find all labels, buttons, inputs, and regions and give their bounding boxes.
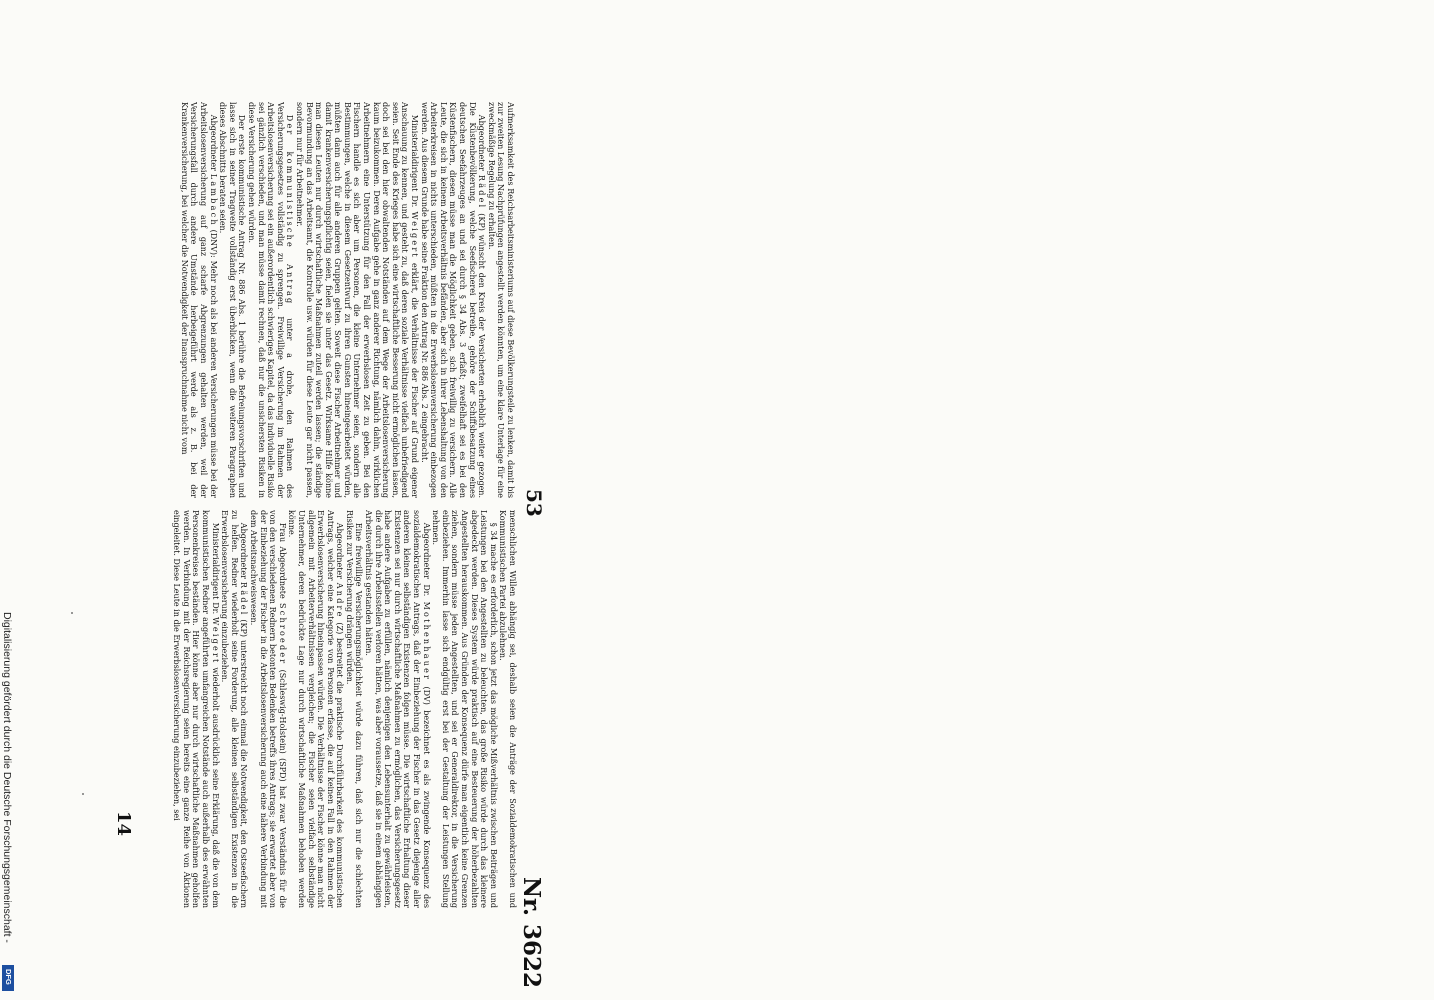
speaker-name: Weigert bbox=[210, 617, 220, 665]
paragraph: Aufmerksamkeit des Reichsarbeitsministeriums auf diese Bevölkerungsteile zu lenken, damit bis zur zweiten Lesung Nachprüfungen angestellt werden könnten, um eine klare Unterlage für eine zweckmäßige Regelung zu erhalten. bbox=[486, 102, 515, 498]
speaker-name: Der kommunistische Antrag bbox=[285, 114, 295, 306]
paragraph bbox=[248, 510, 286, 908]
left-page-paragraphs bbox=[172, 510, 517, 908]
paragraph-prefix: Abgeordneter Dr. bbox=[421, 522, 431, 602]
paragraph-body: wiederholt ausdrücklich seine Erklärung, daß die von dem kommunistischen Redner angeführten umfangreichen Notstände auch außerhalb des erwähnten Personenkreises beständen. Hier könne aber nur durch wirtschaftliche Maßnahmen geholfen werden. In Verbindung mit der Reichsregierung seien bereits eine ganze Reihe von Aktionen eingeleitet. Diese Leute in die Erwerbslosenversicherung einzubeziehen, sei bbox=[172, 510, 220, 908]
paragraph-prefix: Abgeordneter bbox=[239, 522, 249, 582]
paragraph bbox=[246, 102, 294, 498]
paragraph bbox=[287, 510, 345, 908]
speaker-name: Lambach bbox=[208, 173, 218, 227]
paragraph: menschlichen Willen abhängig sei, deshalb seien die Anträge der Sozialdemokratischen und Kommunistischen Partei abzulehnen. bbox=[498, 510, 517, 908]
left-page-column bbox=[167, 510, 517, 908]
paragraph bbox=[419, 102, 486, 498]
paragraph-body: (KP) wünscht den Kreis der Versicherten erheblich weiter gezogen. Die Küstenbevölkerung, welche Seefischerei betreibe, gehöre der Schiffsbesatzung eines deutschen Seefahrzeuges an und sei durch § 34 Abs. 3 erfaßt; zweifelhaft sei es bei den Küstenfischern, diesen müsse man die Möglichkeit geben, sich freiwillig zu versichern. Alle Leute, die sich in keinem Arbeitsverhältnis befänden, aber sich in ihrer Lebenshaltung von den Arbeiterkreisen in nichts unterschieden, müßten in die Erwerbslosenversicherung einbezogen werden. Aus diesem Grunde habe seine Fraktion den Antrag Nr. 886 Abs. 2 eingebracht. bbox=[419, 102, 487, 498]
right-page-column bbox=[167, 102, 515, 498]
paragraph-body: (Schleswig-Holstein) (SPD) hat zwar Verständnis für die von den verschiedenen Rednern betonten Bedenken betreffs ihres Antrags; sie erwartet aber von der Einbeziehung der Fischer in die Arbeitslosenversicherung auch eine nähere Verbindung mit dem Arbeitsnachweiswesen. bbox=[248, 510, 287, 908]
paragraph bbox=[172, 510, 220, 908]
paragraph-prefix: Abgeordneter bbox=[208, 114, 218, 174]
paragraph bbox=[179, 102, 217, 498]
paragraph-prefix: Ministerialdirigent Dr. bbox=[210, 522, 220, 618]
speaker-name: Rädel bbox=[477, 174, 487, 210]
paragraph: § 34 mache es erforderlich, schon jetzt das mögliche Mißverhältnis zwischen Beiträgen und Leistungen bei den Angestellten zu beleuchten, das große Risiko würde durch das kleinere abgedeckt werden. Dieses System würde praktisch auf eine Besteuerung der höherbezahlten Angestellten herauskommen. Aus Gründen der Konsequenz dürfe man eigentlich keine Grenzen ziehen, sondern müsse jeden Angestellten, und sei er Generaldirektor, in die Versicherung einbeziehen. Immerhin lasse sich endgültig erst bei der Gestaltung der Leistungen Stellung nehmen. bbox=[431, 510, 498, 908]
paragraph-prefix: Frau Abgeordnete bbox=[277, 522, 287, 604]
speaker-name: Andre bbox=[335, 582, 345, 619]
scan-speck bbox=[82, 793, 84, 795]
paragraph-body: (DV) bezeichnet es als zwingende Konsequenz des sozialdemokratischen Antrags, daß der Einbeziehung der Fischer in das Gesetz diejenige aller anderen kleinen selbständigen Existenzen folgen müsse. Die wirtschaftliche Erhaltung dieser Existenzen sei nur durch wirtschaftliche Maßnahmen zu ermöglichen, das Versicherungsgesetz habe andere Aufgaben zu erfüllen, nämlich denjenigen den Lebensunterhalt zu gewährleisten, die durch ihre Arbeitsstellen verloren hätten, was aber voraussetze, daß sie in einem abhängigen Arbeitsverhältnis gestanden hätten. bbox=[364, 510, 431, 908]
paragraph bbox=[294, 102, 419, 498]
speaker-name: Schroeder bbox=[277, 603, 287, 666]
issue-number: Nr. 3622 bbox=[518, 877, 545, 989]
paragraph: Der erste kommunistische Antrag Nr. 886 Abs. 1 berühre die Befreiungsvorschriften und lasse sich in seiner Tragweite vollständig erst überblicken, wenn die weiteren Paragraphen dieses Abschnitts beraten seien. bbox=[218, 102, 247, 498]
page-number-right: 53 bbox=[522, 489, 546, 517]
right-page-paragraphs bbox=[179, 102, 515, 498]
dfg-logo-text: DFG bbox=[4, 969, 13, 985]
paragraph-prefix: Abgeordneter bbox=[335, 522, 345, 583]
paragraph bbox=[364, 510, 431, 908]
scan-speck bbox=[71, 612, 73, 614]
paragraph-prefix: Abgeordneter bbox=[477, 114, 487, 175]
speaker-name: Mothenhauer bbox=[421, 601, 431, 682]
paragraph-body: (KP) unterstreicht noch einmal die Notwendigkeit, den Ostseefischern zu helfen. Redner wiederholt seine Forderung, alle kleinen selbständigen Existenzen in die Erwerbslosenversicherung einzubeziehen. bbox=[220, 510, 249, 908]
paragraph bbox=[220, 510, 249, 908]
paragraph-body: erklärt, die Verhältnisse der Fischer auf Grund eigener Anschauung zu kennen, und gesteht zu, daß deren soziale Verhältnisse vielfach unbefriedigend seien. Seit Ende des Krieges habe sich eine wirtschaftliche Besserung nicht ermöglichen lassen, doch sei bei den hier obwaltenden Notständen auf dem Wege der Arbeitslosenversicherung kaum beizukommen. Deren Aufgabe gehe in ganz anderer Richtung, nämlich dahin, wirklichen Arbeitnehmern eine Unterstützung für den Fall der erwerbslosen Zeit zu geben. Bei den Fischern handle es sich aber um Personen, die kleine Unternehmer seien, sondern alle Bestimmungen, welche in diesem Gesetzentwurf zu ihren Gunsten hineingearbeitet würden, müßten dann auch für alle anderen Gruppen gelten. Soweit diese Fischer Arbeitnehmer und damit krankenversicherungspflichtig seien, fielen sie unter das Gesetz. Wirksame Hilfe könne man diesen Leuten nur durch wirtschaftliche Maßnahmen zuteil werden lassen; die ständige Bevormundung an das Arbeitsamt, die Kontrolle usw. würden für diese Leute gar nicht passen, sondern nur für Arbeitnehmer. bbox=[294, 102, 420, 498]
paragraph: Eine freiwillige Versicherungsmöglichkeit würde dazu führen, daß sich nur die schlechten Risiken zur Versicherung drängen würden. bbox=[344, 510, 364, 908]
speaker-name: Rädel bbox=[239, 581, 249, 617]
paragraph-prefix: Ministerialdirigent Dr. bbox=[410, 114, 420, 212]
paragraph-body: (Z) bestreitet die praktische Durchführbarkeit des kommunistischen Antrags, welcher eine Kategorie von Personen erfasse, die auf keinen Fall in den Rahmen der Erwerbslosenversicherung hineinpassen würden. Die Verhältnisse der Fischer könne man nicht allgemein mit Arbeiterverhältnissen vergleichen; die Fischer seien vielfach selbständige Unternehmer, deren bedrückte Lage nur durch wirtschaftliche Maßnahmen behoben werden könne. bbox=[287, 510, 345, 908]
paragraph-body: unter a drohe, den Rahmen des Versicherungsgesetzes vollständig zu sprengen. Freiwillige Versicherung im Rahmen der Arbeitslosenversicherung sei ein außerordentlich schwieriges Kapitel, da das individuelle Risiko sei gänzlich verschieden, und man müsse damit rechnen, daß nur die unsichersten Risiken in diese Versicherung gehen würden. bbox=[246, 102, 295, 498]
page-number-left: 14 bbox=[113, 811, 134, 837]
digitization-credit: Digitalisierung gefördert durch die Deutsche Forschungsgemeinschaft - bbox=[1, 612, 13, 943]
speaker-name: Weigert bbox=[410, 211, 420, 259]
paragraph-body: (DNV): Mehr noch als bei anderen Versicherungen müsse bei der Arbeitslosenversicherung auf ganz scharfe Abgrenzungen gehalten werden, weil der Versicherungsfall durch andere Umstände herbeigeführt werde als z. B. bei der Krankenversicherung, bei welcher die Notwendigkeit der Inanspruchnahme nicht vom bbox=[179, 102, 218, 498]
dfg-logo bbox=[2, 965, 14, 991]
